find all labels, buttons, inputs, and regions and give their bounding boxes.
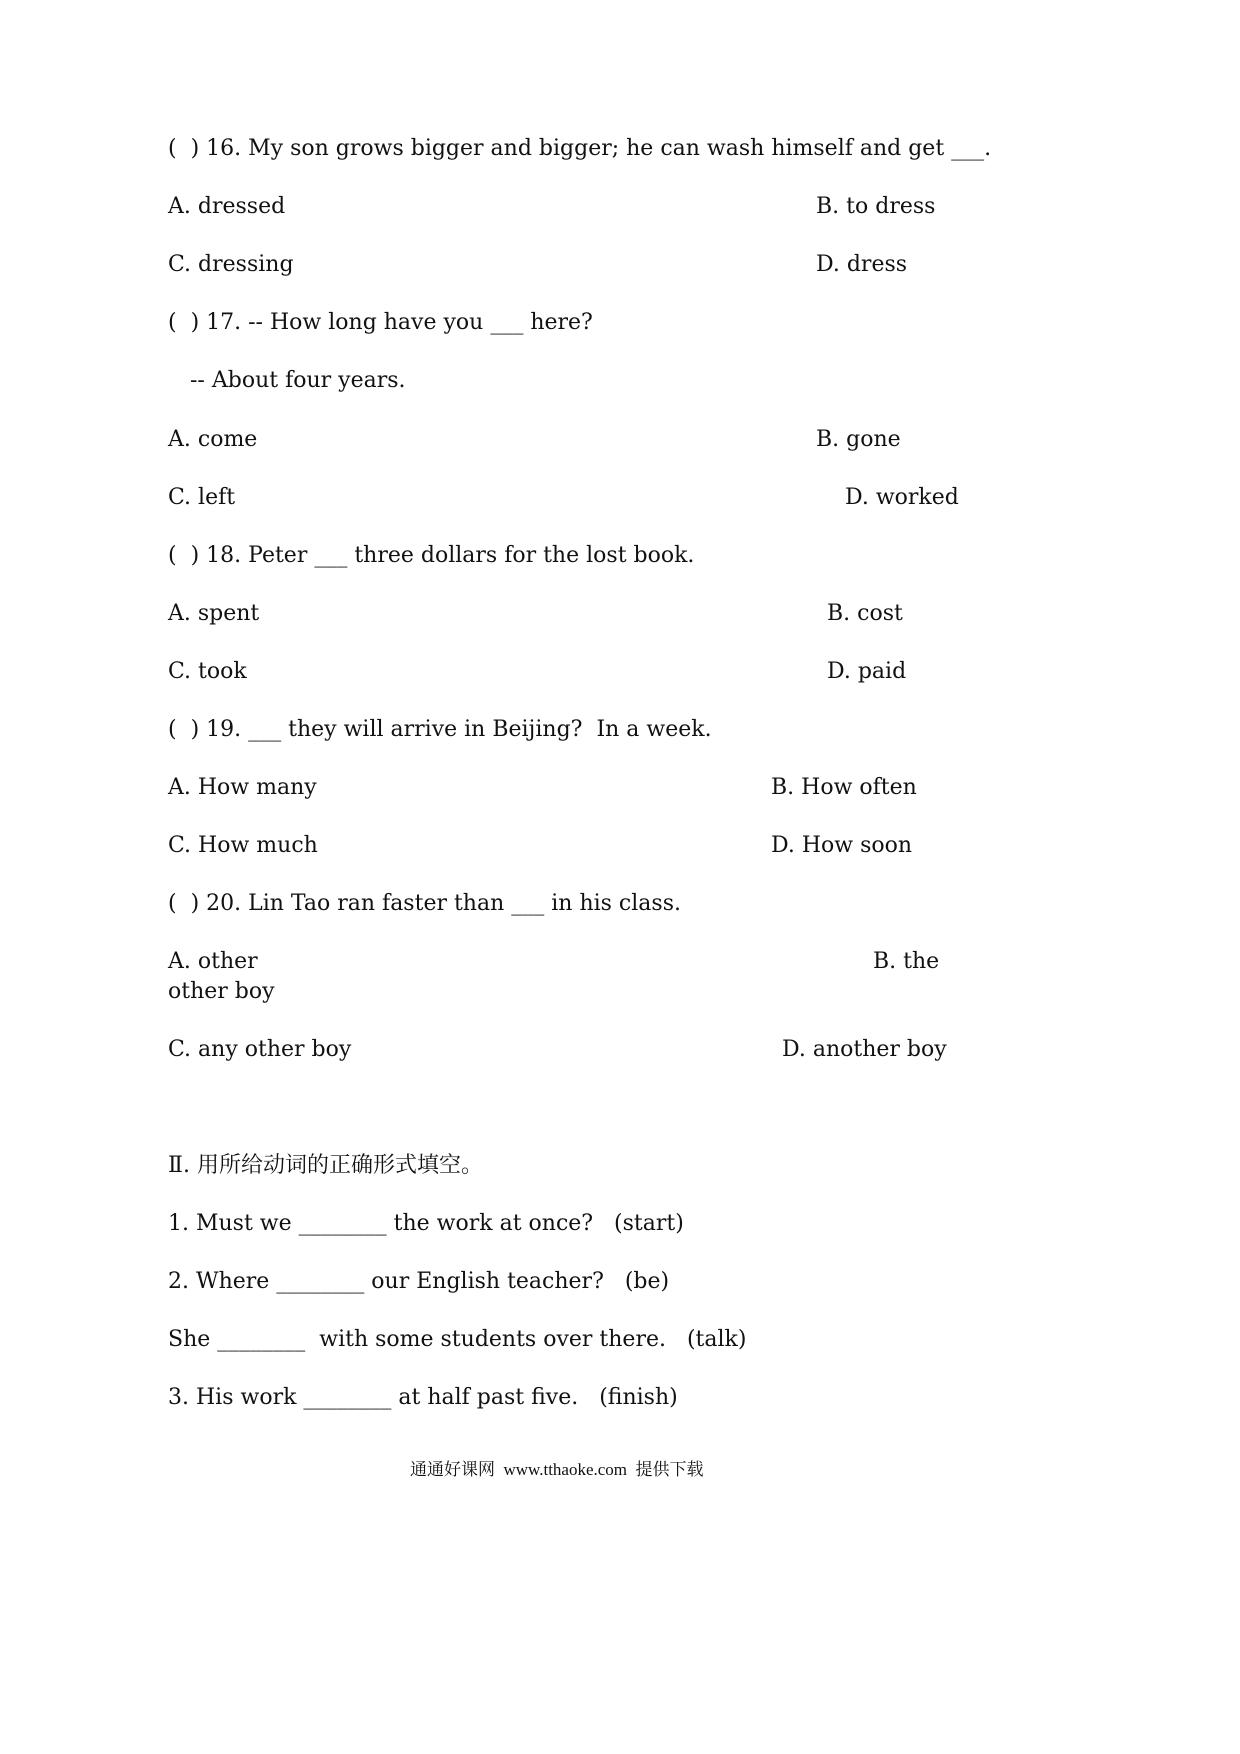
fill-in-item: 2. Where ________ our English teacher? (be) [168, 1269, 670, 1294]
question-18-option-a: A. spent [168, 601, 260, 626]
question-20-option-d: D. another boy [782, 1037, 947, 1062]
question-17-stem: ( ) 17. -- How long have you ___ here? [168, 310, 593, 335]
question-18-option-b: B. cost [827, 601, 903, 626]
question-17-option-d: D. worked [845, 485, 959, 510]
question-20-stem: ( ) 20. Lin Tao ran faster than ___ in his class. [168, 891, 681, 916]
question-20-option-b: B. the [873, 949, 940, 974]
question-18-stem: ( ) 18. Peter ___ three dollars for the lost book. [168, 543, 695, 568]
fill-in-item: She ________ with some students over there. (talk) [168, 1327, 747, 1352]
question-19-option-b: B. How often [771, 775, 917, 800]
question-16-option-a: A. dressed [168, 194, 286, 219]
question-17-option-c: C. left [168, 485, 236, 510]
question-19-option-a: A. How many [168, 775, 317, 800]
question-17-answer-line: -- About four years. [190, 368, 406, 393]
question-17-option-a: A. come [168, 427, 258, 452]
fill-in-item: 3. His work ________ at half past five. (finish) [168, 1385, 678, 1410]
question-20-option-a: A. other [168, 949, 258, 974]
question-19-option-d: D. How soon [771, 833, 913, 858]
question-16-option-d: D. dress [816, 252, 908, 277]
question-18-option-d: D. paid [827, 659, 907, 684]
question-17-option-b: B. gone [816, 427, 901, 452]
question-16-stem: ( ) 16. My son grows bigger and bigger; he can wash himself and get ___. [168, 136, 992, 161]
question-16-option-b: B. to dress [816, 194, 936, 219]
question-19-stem: ( ) 19. ___ they will arrive in Beijing? In a week. [168, 717, 712, 742]
question-16-option-c: C. dressing [168, 252, 294, 277]
page-footer: 通通好课网 www.tthaoke.com 提供下载 [410, 1460, 704, 1479]
section-2-heading: Ⅱ. 用所给动词的正确形式填空。 [168, 1153, 483, 1178]
fill-in-item: 1. Must we ________ the work at once? (start) [168, 1211, 684, 1236]
question-18-option-c: C. took [168, 659, 247, 684]
question-20-option-c: C. any other boy [168, 1037, 352, 1062]
question-19-option-c: C. How much [168, 833, 318, 858]
question-20-option-b-continued: other boy [168, 979, 275, 1004]
